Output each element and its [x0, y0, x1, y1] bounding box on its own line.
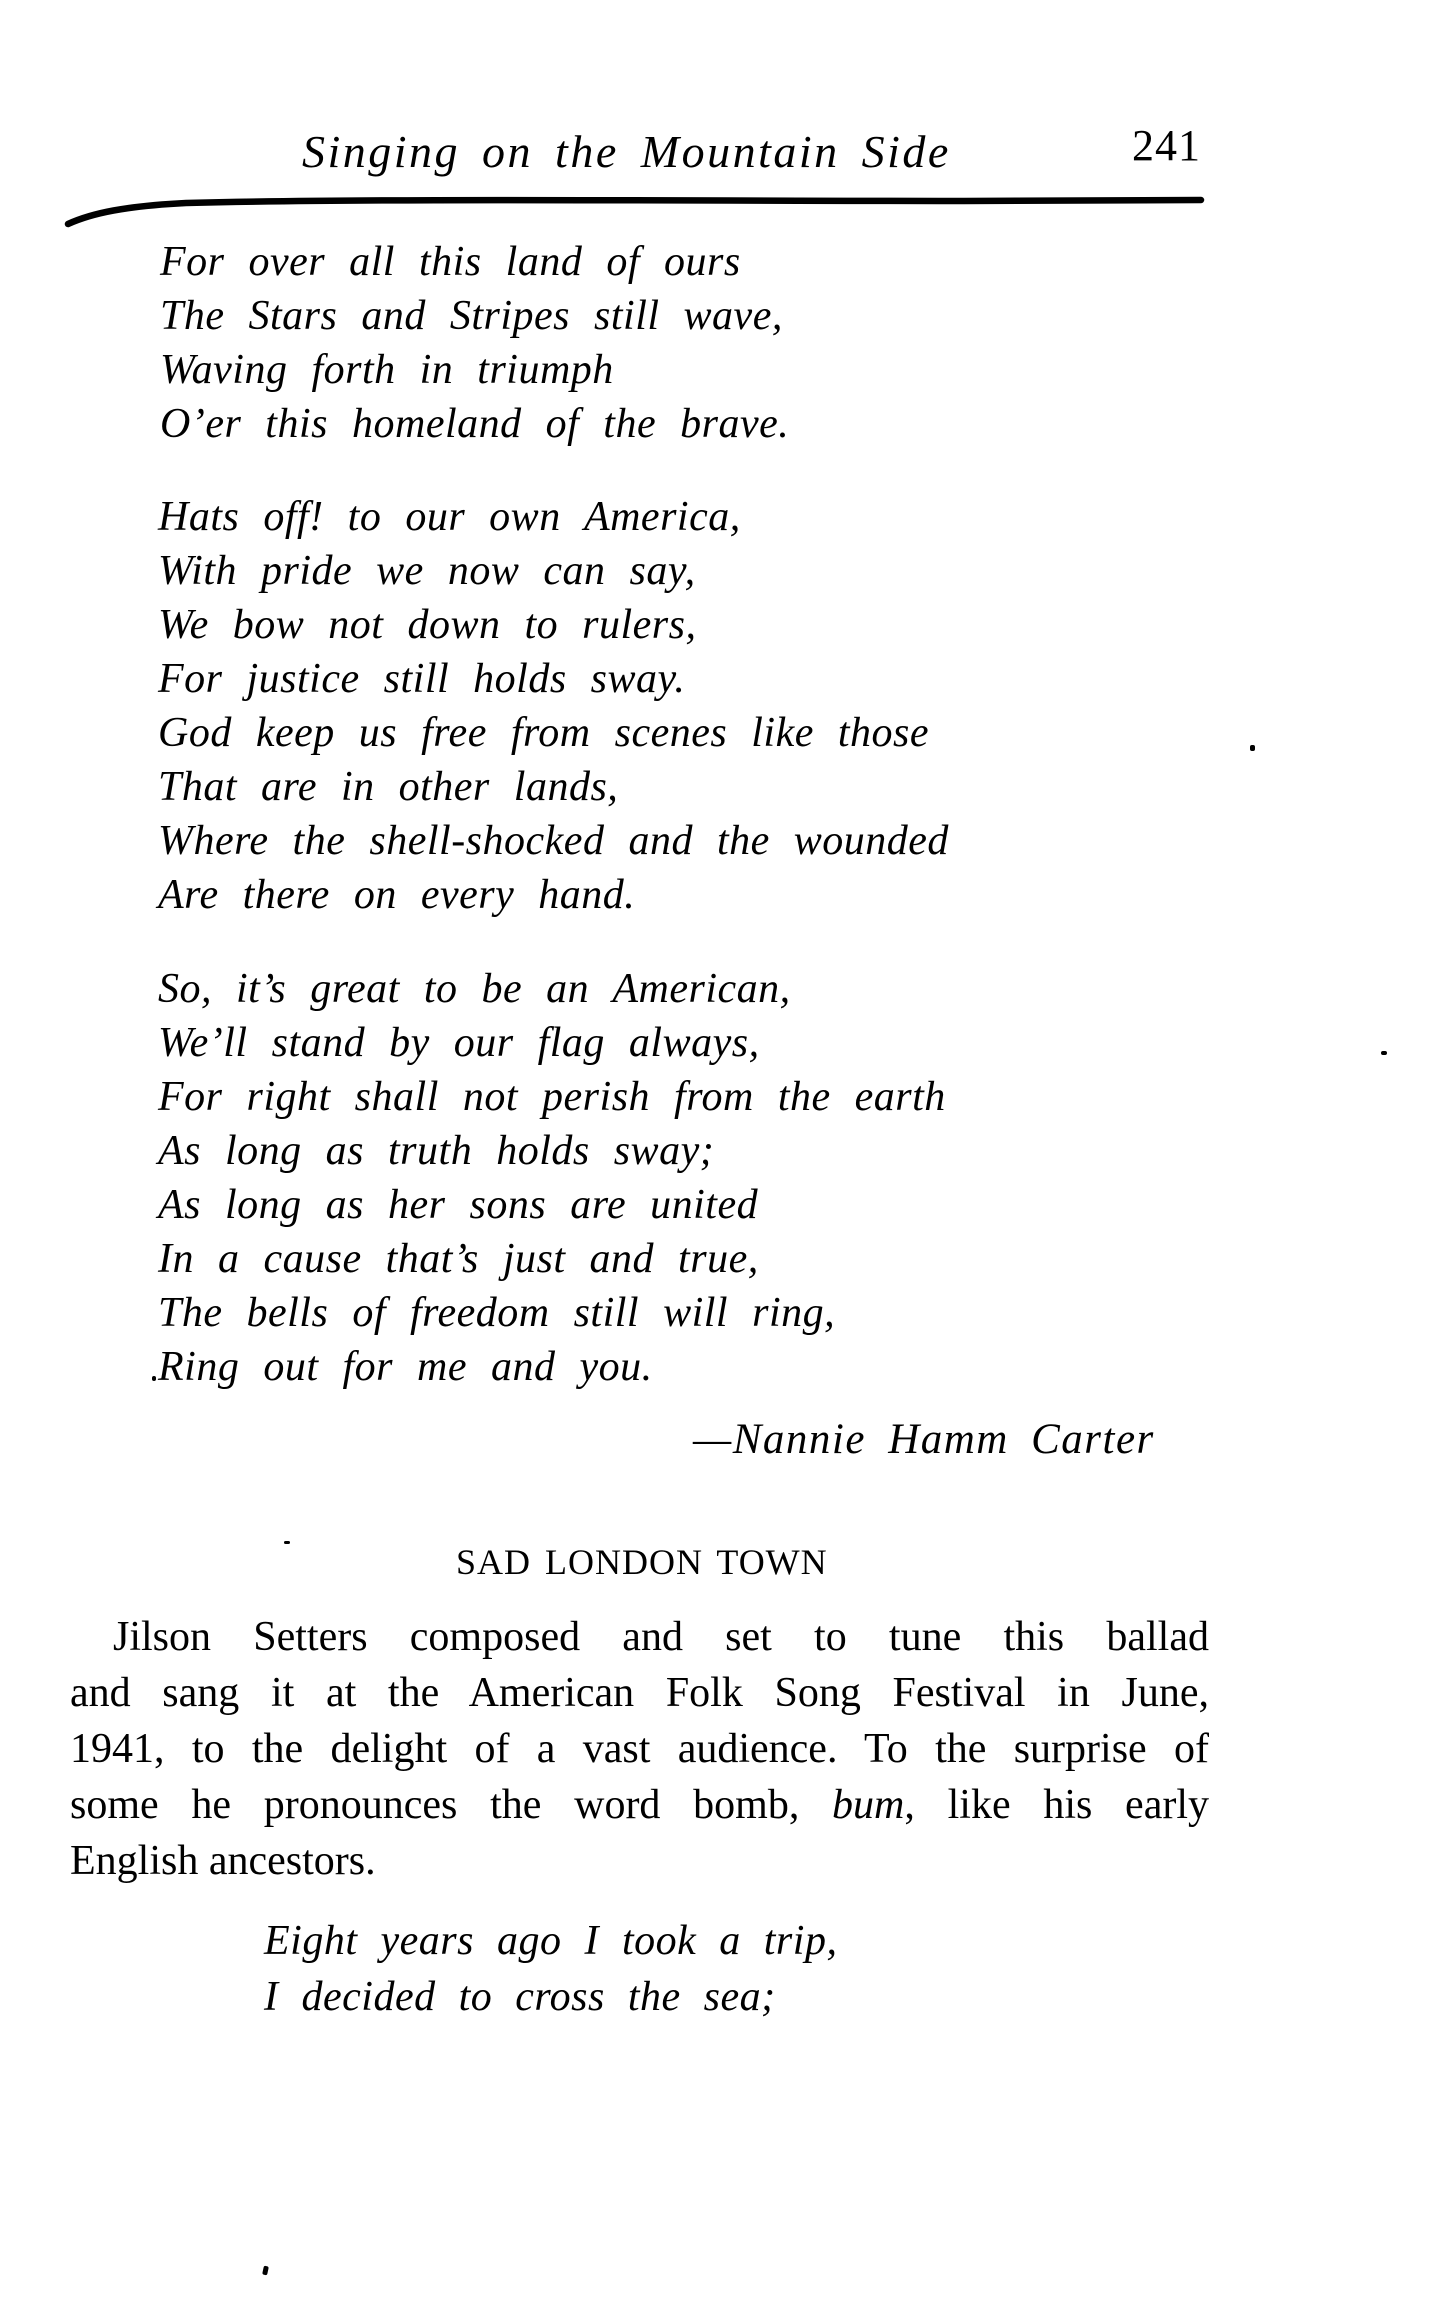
intro-line: 1941, to the delight of a vast audience. To the surprise of: [70, 1726, 1209, 1772]
intro-line: English ancestors.: [70, 1838, 376, 1884]
ballad-stanza: [264, 1913, 837, 2025]
poem-line: O’er this homeland of the brave.: [160, 401, 790, 447]
poem-line: Ring out for me and you.: [158, 1344, 653, 1390]
intro-line: Jilson Setters composed and set to tune this ballad: [113, 1614, 1209, 1660]
page-number: 241: [1132, 121, 1201, 170]
poem-line: The Stars and Stripes still wave,: [160, 293, 783, 339]
ballad-line: I decided to cross the sea;: [264, 1974, 776, 2020]
intro-line-italic-word: bum: [832, 1782, 905, 1828]
poem-line: So, it’s great to be an American,: [158, 966, 791, 1012]
intro-line-segment: some he pronounces the word bomb,: [70, 1782, 833, 1828]
poem-line: As long as truth holds sway;: [158, 1128, 715, 1174]
poem-line: In a cause that’s just and true,: [158, 1236, 759, 1282]
poem-line: Are there on every hand.: [158, 872, 636, 918]
poem-stanza-1: [160, 235, 789, 451]
poem-line: We bow not down to rulers,: [158, 602, 697, 648]
running-head-title: Singing on the Mountain Side: [302, 126, 951, 177]
intro-paragraph: [70, 1609, 1209, 1889]
poem-line: That are in other lands,: [158, 764, 619, 810]
poem-line: God keep us free from scenes like those: [158, 710, 930, 756]
ballad-line: Eight years ago I took a trip,: [264, 1918, 838, 1964]
intro-line: and sang it at the American Folk Song Festival in June,: [70, 1670, 1209, 1716]
poem-line: Hats off! to our own America,: [158, 494, 741, 540]
poem-line: We’ll stand by our flag always,: [158, 1020, 760, 1066]
poem-line: For over all this land of ours: [160, 239, 741, 285]
poem-line: Waving forth in triumph: [160, 347, 614, 393]
poem-line: As long as her sons are united: [158, 1182, 759, 1228]
intro-line: [70, 1777, 1209, 1833]
section-heading: SAD LONDON TOWN: [456, 1542, 828, 1582]
poem-line: For right shall not perish from the earth: [158, 1074, 946, 1120]
poem-line: Where the shell-shocked and the wounded: [158, 818, 949, 864]
ink-speck: [152, 1376, 156, 1381]
poem-stanza-3: [158, 962, 946, 1394]
ink-speck: [262, 2266, 269, 2276]
poem-line: The bells of freedom still will ring,: [158, 1290, 836, 1336]
ink-speck: [1381, 1051, 1387, 1055]
poem-stanza-2: [158, 490, 949, 922]
intro-line-segment: , like his early: [904, 1782, 1209, 1828]
poem-line: With pride we now can say,: [158, 548, 696, 594]
poem-line: For justice still holds sway.: [158, 656, 686, 702]
header-rule: [64, 190, 1205, 234]
ink-speck: [284, 1541, 290, 1544]
ink-speck: [1250, 745, 1255, 751]
poem-attribution: —Nannie Hamm Carter: [693, 1416, 1155, 1463]
